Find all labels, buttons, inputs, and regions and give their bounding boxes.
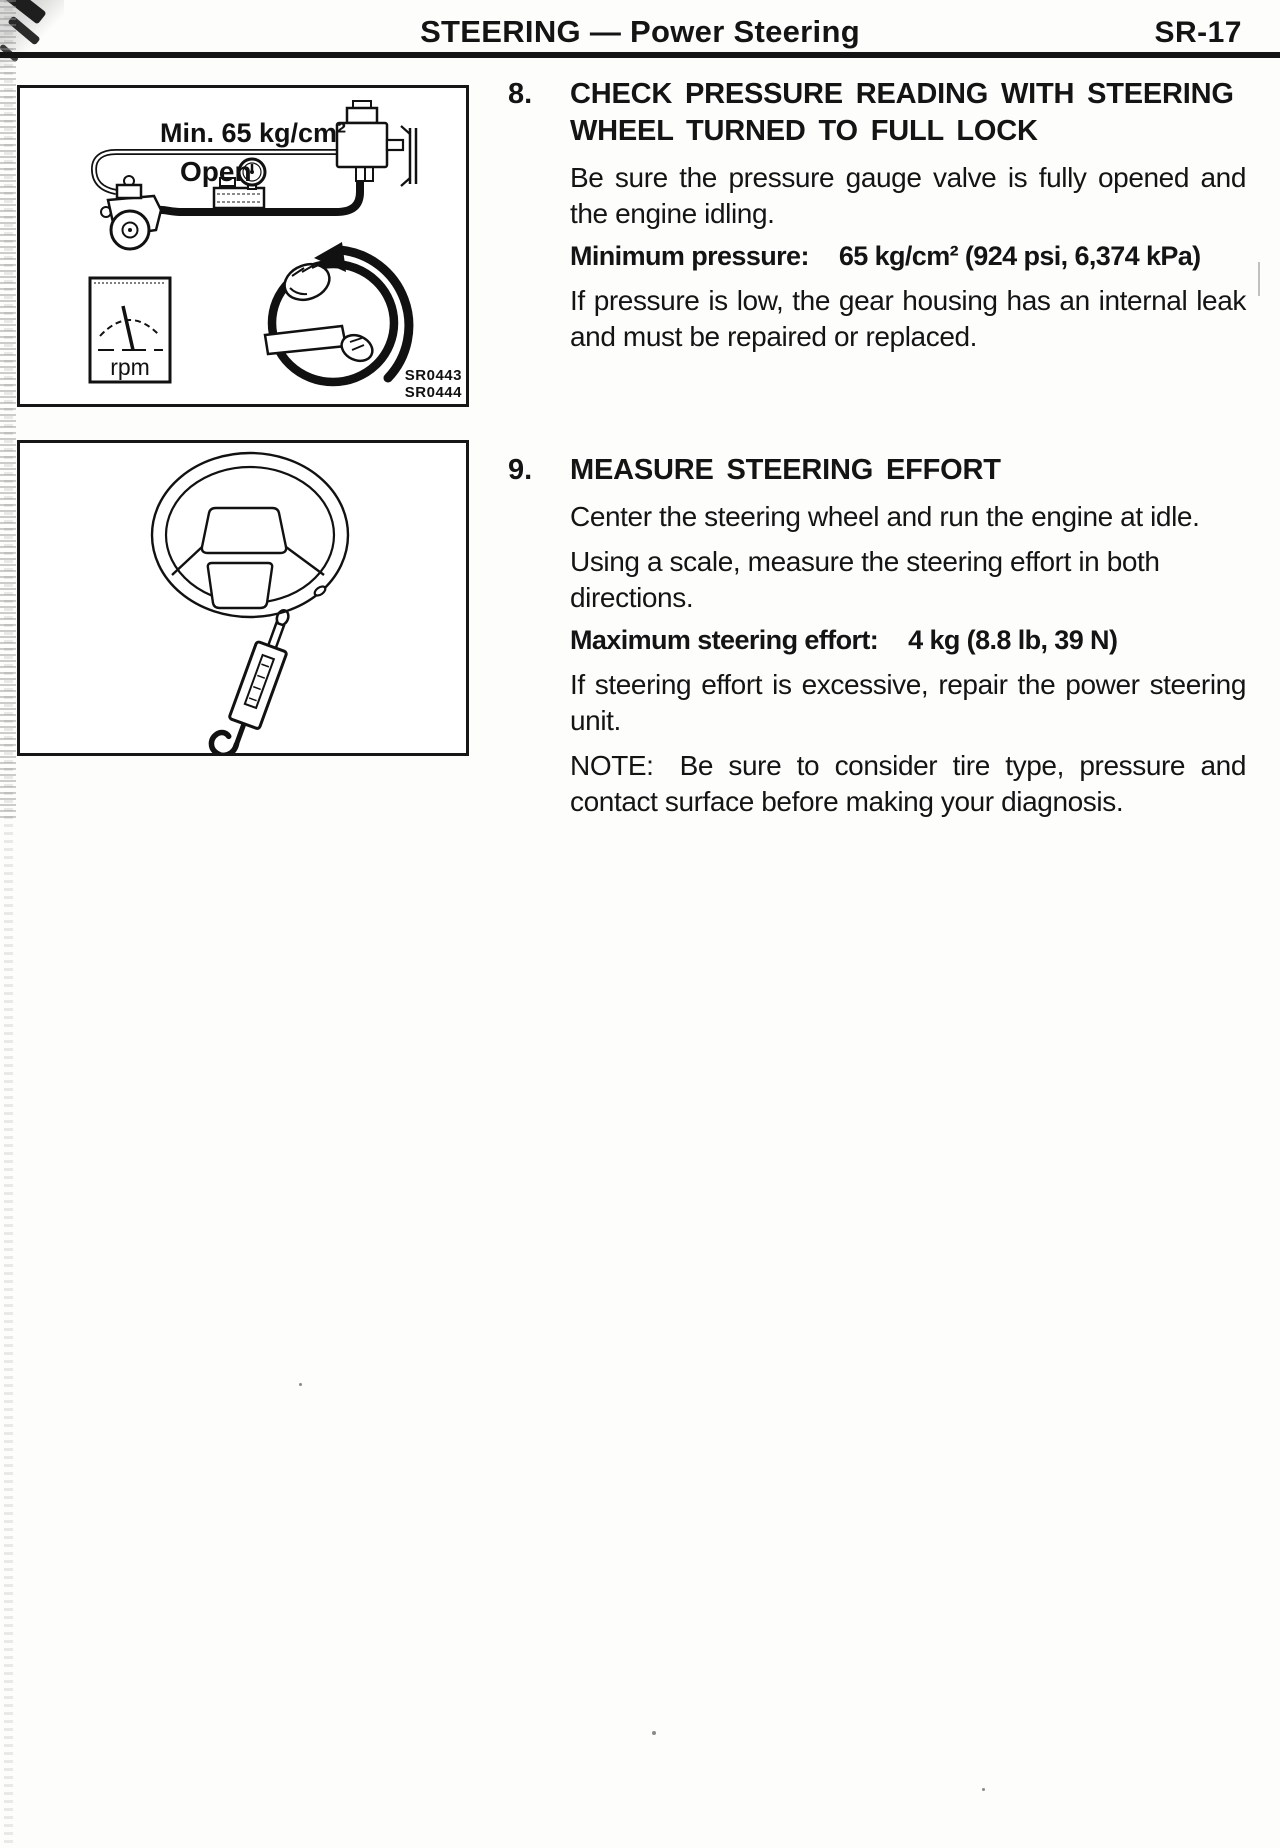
figure-pressure-check [17,85,469,407]
page-title: STEERING — Power Steering [420,14,860,49]
note-label: NOTE: [570,750,654,781]
note-paragraph [570,748,1246,820]
step-number: 9. [508,454,533,486]
step-paragraph: If steering effort is excessive, repair the power steering unit. [570,669,1246,736]
scan-speck [299,1383,302,1386]
figure-steering-effort [17,440,469,756]
scan-speck [652,1731,656,1735]
pressure-check-diagram [20,88,466,404]
scan-edge-strip [4,0,13,1848]
key-nub-icon [313,585,327,598]
rpm-label: rpm [110,354,150,380]
min-pressure-label: Min. 65 kg/cm² [160,118,347,148]
spec-label: Minimum pressure: [570,241,809,271]
open-label: Open [180,156,252,187]
step-title-line: MEASURE STEERING EFFORT [570,454,1001,486]
reservoir-illustration [337,101,416,186]
step-paragraph: Center the steering wheel and run the engine at idle. [570,501,1200,532]
pump-illustration [101,176,161,249]
figure-ref-code: SR0444 [404,384,462,401]
step-title [570,76,1246,150]
step-paragraph: Using a scale, measure the steering effort in both directions. [570,546,1160,613]
rpm-meter-illustration [90,278,170,382]
scan-margin-tick [1258,262,1260,296]
step-title-line: WHEEL TURNED TO FULL LOCK [570,115,1038,147]
steering-effort-diagram [20,443,466,753]
note-text: Be sure to consider tire type, pressure and contact surface before making your diagnosis. [570,750,1246,817]
spec-line [570,241,1246,272]
step-9 [508,452,1246,829]
step-title-line: CHECK PRESSURE READING WITH STEERING [570,78,1234,110]
step-title [570,452,1246,489]
page-number: SR-17 [1154,16,1242,49]
steering-wheel-hand-illustration [265,242,409,382]
figure-ref-code: SR0443 [404,367,462,384]
step-paragraph: Be sure the pressure gauge valve is fully opened and the engine idling. [570,162,1246,229]
step-number: 8. [508,78,533,110]
spec-label: Maximum steering effort: [570,625,879,655]
steering-wheel-illustration [152,453,348,617]
scan-speck [982,1788,985,1791]
spec-line [570,625,1246,656]
step-8 [508,76,1246,364]
hook-icon [208,730,239,753]
spring-scale-illustration [208,602,300,753]
spec-value: 65 kg/cm² (924 psi, 6,374 kPa) [838,241,1201,271]
step-paragraph: If pressure is low, the gear housing has an internal leak and must be repaired or replaced. [570,285,1246,352]
header-rule [0,52,1280,58]
spec-value: 4 kg (8.8 lb, 39 N) [908,625,1118,655]
